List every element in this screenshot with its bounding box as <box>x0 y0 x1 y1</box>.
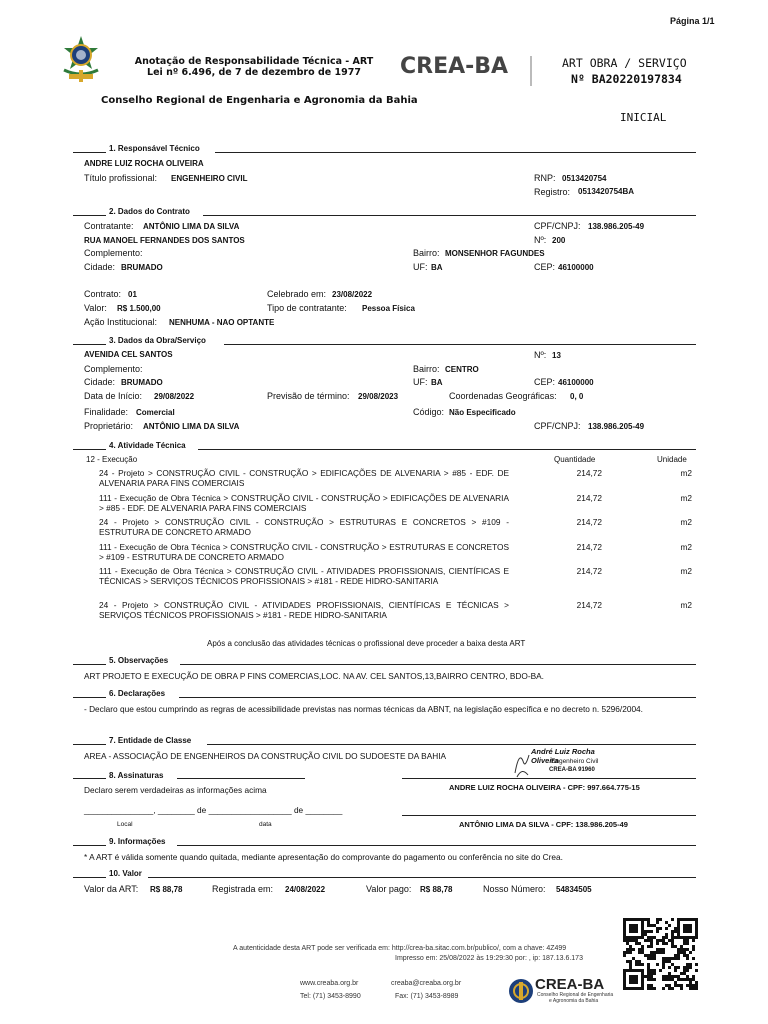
contrato-label: Contrato: <box>84 289 122 299</box>
declaration-confirm: Declaro serem verdadeiras as informações acima <box>84 785 267 795</box>
rnp-value: 0513420754 <box>562 174 607 183</box>
section-title: 6. Declarações <box>109 689 166 698</box>
entity-text: AREA - ASSOCIAÇÃO DE ENGENHEIROS DA CONSTRUÇÃO CIVIL DO SUDOESTE DA BAHIA <box>84 751 447 761</box>
activity-item: 24 - Projeto > CONSTRUÇÃO CIVIL - ATIVIDADES PROFISSIONAIS, CIENTÍFICAS E TÉCNICAS > SERVIÇOS TÉCNICOS PROFISSIONAIS > #181 - REDE HIDRO-SANITARIA <box>99 600 509 620</box>
section-10-header <box>73 869 696 881</box>
contract-street: RUA MANOEL FERNANDES DOS SANTOS <box>84 236 245 245</box>
valor-art-label: Valor da ART: <box>84 884 139 894</box>
activity-unit: m2 <box>680 468 692 478</box>
bairro-label: Bairro: <box>413 248 440 258</box>
uf-label: UF: <box>413 262 428 272</box>
nosso-value: 54834505 <box>556 885 592 894</box>
proprietario-label: Proprietário: <box>84 421 134 431</box>
cidade-label: Cidade: <box>84 262 116 272</box>
website-link[interactable]: www.creaba.org.br <box>300 980 359 987</box>
celebrado-label: Celebrado em: <box>267 289 327 299</box>
stamp-reg: CREA-BA 91960 <box>549 767 595 773</box>
work-uf-label: UF: <box>413 377 428 387</box>
activity-item: 111 - Execução de Obra Técnica > CONSTRUÇÃO CIVIL - CONSTRUÇÃO > EDIFICAÇÕES DE ALVENARIA > #85 - EDF. DE ALVENARIA PARA FINS COMERCIAIS <box>99 493 509 513</box>
section-8-line-left <box>177 778 305 779</box>
activity-item: 111 - Execução de Obra Técnica > CONSTRUÇÃO CIVIL - ATIVIDADES PROFISSIONAIS, CIENTÍFICAS E TÉCNICAS > SERVIÇOS TÉCNICOS PROFISSIONAIS > #181 - REDE HIDRO-SANITARIA <box>99 566 509 586</box>
art-number: Nº BA20220197834 <box>571 72 682 86</box>
signature-line-contractor <box>402 815 696 816</box>
rnp-label: RNP: <box>534 173 556 183</box>
status-badge: INICIAL <box>620 111 667 124</box>
work-cidade-label: Cidade: <box>84 377 116 387</box>
header-divider <box>530 56 532 86</box>
fax-text: Fax: (71) 3453-8989 <box>395 993 459 1000</box>
work-number-value: 13 <box>552 351 561 360</box>
inicio-label: Data de Início: <box>84 391 143 401</box>
qr-code-icon <box>623 918 698 990</box>
section-8-prefix <box>73 778 106 779</box>
section-title: 1. Responsável Técnico <box>109 144 200 153</box>
previsao-value: 29/08/2023 <box>358 392 399 401</box>
data-label: data <box>259 821 272 828</box>
section-5-header <box>73 656 696 668</box>
codigo-label: Código: <box>413 407 445 417</box>
section-title: 3. Dados da Obra/Serviço <box>109 336 206 345</box>
bairro-value: MONSENHOR FAGUNDES <box>445 249 545 258</box>
tipo-value: Pessoa Física <box>362 304 415 313</box>
signature-scribble-icon <box>513 747 531 779</box>
activity-item: 111 - Execução de Obra Técnica > CONSTRUÇÃO CIVIL - CONSTRUÇÃO > ESTRUTURAS E CONCRETOS > #109 - ESTRUTURA DE CONCRETO ARMADO <box>99 542 509 562</box>
stamp-name: André Luiz Rocha Oliveira <box>531 747 595 765</box>
quantity-header: Quantidade <box>554 455 596 464</box>
valor-value: R$ 1.500,00 <box>117 304 161 313</box>
authenticity-text: A autenticidade desta ART pode ser verificada em: http://crea-ba.sitac.com.br/publico/, com a chave: 4Z499 <box>233 945 567 952</box>
local-label: Local <box>117 821 133 828</box>
activity-unit: m2 <box>680 493 692 503</box>
activity-note: Após a conclusão das atividades técnicas o profissional deve proceder a baixa desta ART <box>207 639 526 648</box>
nosso-label: Nosso Número: <box>483 884 546 894</box>
activity-unit: m2 <box>680 600 692 610</box>
work-cep-value: 46100000 <box>558 378 594 387</box>
valor-art-value: R$ 88,78 <box>150 885 183 894</box>
acao-value: NENHUMA - NAO OPTANTE <box>169 318 275 327</box>
finalidade-value: Comercial <box>136 408 175 417</box>
work-complemento-label: Complemento: <box>84 364 143 374</box>
section-title: 4. Atividade Técnica <box>109 441 186 450</box>
contractor-signature-name: ANTÔNIO LIMA DA SILVA - CPF: 138.986.205-49 <box>459 820 628 829</box>
activity-quantity: 214,72 <box>576 600 602 610</box>
activity-quantity: 214,72 <box>576 566 602 576</box>
art-type: ART OBRA / SERVIÇO <box>562 56 687 70</box>
registrada-value: 24/08/2022 <box>285 885 326 894</box>
section-9-header <box>73 837 696 849</box>
brazil-coat-of-arms-icon <box>58 34 104 84</box>
cidade-value: BRUMADO <box>121 263 163 272</box>
section-title: 2. Dados do Contrato <box>109 207 190 216</box>
activity-item: 24 - Projeto > CONSTRUÇÃO CIVIL - CONSTRUÇÃO > EDIFICAÇÕES DE ALVENARIA > #85 - EDF. DE ALVENARIA PARA FINS COMERCIAIS <box>99 468 509 488</box>
section-title: 9. Informações <box>109 837 166 846</box>
observations-text: ART PROJETO E EXECUÇÃO DE OBRA P FINS COMERCIAS,LOC. NA AV. CEL SANTOS,13,BAIRRO CENTRO, BDO-BA. <box>84 671 544 681</box>
work-street: AVENIDA CEL SANTOS <box>84 350 173 359</box>
contratante-label: Contratante: <box>84 221 134 231</box>
professional-signature-name: ANDRE LUIZ ROCHA OLIVEIRA - CPF: 997.664.775-15 <box>449 783 640 792</box>
finalidade-label: Finalidade: <box>84 407 129 417</box>
professional-stamp <box>513 747 623 779</box>
activity-quantity: 214,72 <box>576 468 602 478</box>
section-4-header <box>73 441 696 453</box>
owner-cpf-value: 138.986.205-49 <box>588 422 645 431</box>
section-title: 5. Observações <box>109 656 169 665</box>
responsible-name: ANDRE LUIZ ROCHA OLIVEIRA <box>84 159 204 168</box>
codigo-value: Não Especificado <box>449 408 516 417</box>
tipo-label: Tipo de contratante: <box>267 303 347 313</box>
declarations-text: - Declaro que estou cumprindo as regras de acessibilidade previstas nas normas técnicas da ABNT, na legislação específica e no decreto n. 5296/2004. <box>84 704 643 714</box>
unit-header: Unidade <box>657 455 687 464</box>
footer-logo-text: CREA-BA <box>535 976 605 993</box>
activity-group: 12 - Execução <box>86 455 138 464</box>
number-label: Nº: <box>534 235 547 245</box>
work-cidade-value: BRUMADO <box>121 378 163 387</box>
signature-line-professional <box>402 778 696 779</box>
activity-unit: m2 <box>680 542 692 552</box>
acao-label: Ação Institucional: <box>84 317 158 327</box>
crea-heading: CREA-BA <box>400 54 509 79</box>
footer-logo-sub1: Conselho Regional de Engenharia <box>537 992 614 998</box>
work-uf-value: BA <box>431 378 443 387</box>
registrada-label: Registrada em: <box>212 884 274 894</box>
proprietario-value: ANTÔNIO LIMA DA SILVA <box>143 422 240 431</box>
cpf-label: CPF/CNPJ: <box>534 221 581 231</box>
work-bairro-label: Bairro: <box>413 364 440 374</box>
section-6-header <box>73 689 696 701</box>
cpf-value: 138.986.205-49 <box>588 222 645 231</box>
professional-title-label: Título profissional: <box>84 173 158 183</box>
owner-cpf-label: CPF/CNPJ: <box>534 421 581 431</box>
activity-unit: m2 <box>680 517 692 527</box>
section-1-header <box>73 144 696 156</box>
work-number-label: Nº: <box>534 350 547 360</box>
activity-quantity: 214,72 <box>576 517 602 527</box>
council-name: Conselho Regional de Engenharia e Agronomia da Bahia <box>101 95 418 106</box>
complemento-label: Complemento: <box>84 248 143 258</box>
celebrado-value: 23/08/2022 <box>332 290 373 299</box>
footer-logo-sub2: e Agronomia da Bahia <box>549 998 599 1004</box>
pago-label: Valor pago: <box>366 884 412 894</box>
coord-value: 0, 0 <box>570 392 584 401</box>
cep-value: 46100000 <box>558 263 594 272</box>
inicio-value: 29/08/2022 <box>154 392 195 401</box>
section-title: 7. Entidade de Classe <box>109 736 192 745</box>
activity-item: 24 - Projeto > CONSTRUÇÃO CIVIL - CONSTRUÇÃO > ESTRUTURAS E CONCRETOS > #109 - ESTRUTURA DE CONCRETO ARMADO <box>99 517 509 537</box>
work-bairro-value: CENTRO <box>445 365 479 374</box>
phone-text: Tel: (71) 3453-8990 <box>300 993 361 1000</box>
section-3-header <box>73 336 696 348</box>
activity-unit: m2 <box>680 566 692 576</box>
work-cep-label: CEP: <box>534 377 556 387</box>
section-8-title: 8. Assinaturas <box>109 771 164 780</box>
email-link[interactable]: creaba@creaba.org.br <box>391 980 462 987</box>
page-number: Página 1/1 <box>670 16 715 26</box>
activity-quantity: 214,72 <box>576 493 602 503</box>
info-text: * A ART é válida somente quando quitada, mediante apresentação do comprovante do pagamento ou conferência no site do Crea. <box>84 852 563 862</box>
valor-label: Valor: <box>84 303 107 313</box>
contratante-value: ANTÔNIO LIMA DA SILVA <box>143 222 240 231</box>
cep-label: CEP: <box>534 262 556 272</box>
contrato-value: 01 <box>128 290 137 299</box>
section-2-header <box>73 207 696 219</box>
law-reference: Lei nº 6.496, de 7 de dezembro de 1977 <box>147 67 361 78</box>
printed-text: Impresso em: 25/08/2022 às 19:29:30 por: , ip: 187.13.6.173 <box>395 955 583 962</box>
uf-value: BA <box>431 263 443 272</box>
professional-title-value: ENGENHEIRO CIVIL <box>171 174 248 183</box>
registro-label: Registro: <box>534 187 571 197</box>
stamp-role: Engenheiro Civil <box>551 758 599 765</box>
number-value: 200 <box>552 236 566 245</box>
activity-quantity: 214,72 <box>576 542 602 552</box>
previsao-label: Previsão de término: <box>267 391 350 401</box>
art-title: Anotação de Responsabilidade Técnica - ART <box>134 56 374 67</box>
coord-label: Coordenadas Geográficas: <box>449 391 557 401</box>
pago-value: R$ 88,78 <box>420 885 453 894</box>
date-line: _______________, ________ de __________________ de ________ <box>84 805 343 815</box>
registro-value: 0513420754BA <box>578 187 635 196</box>
crea-logo-icon <box>508 978 534 1004</box>
section-title: 10. Valor <box>109 869 142 878</box>
